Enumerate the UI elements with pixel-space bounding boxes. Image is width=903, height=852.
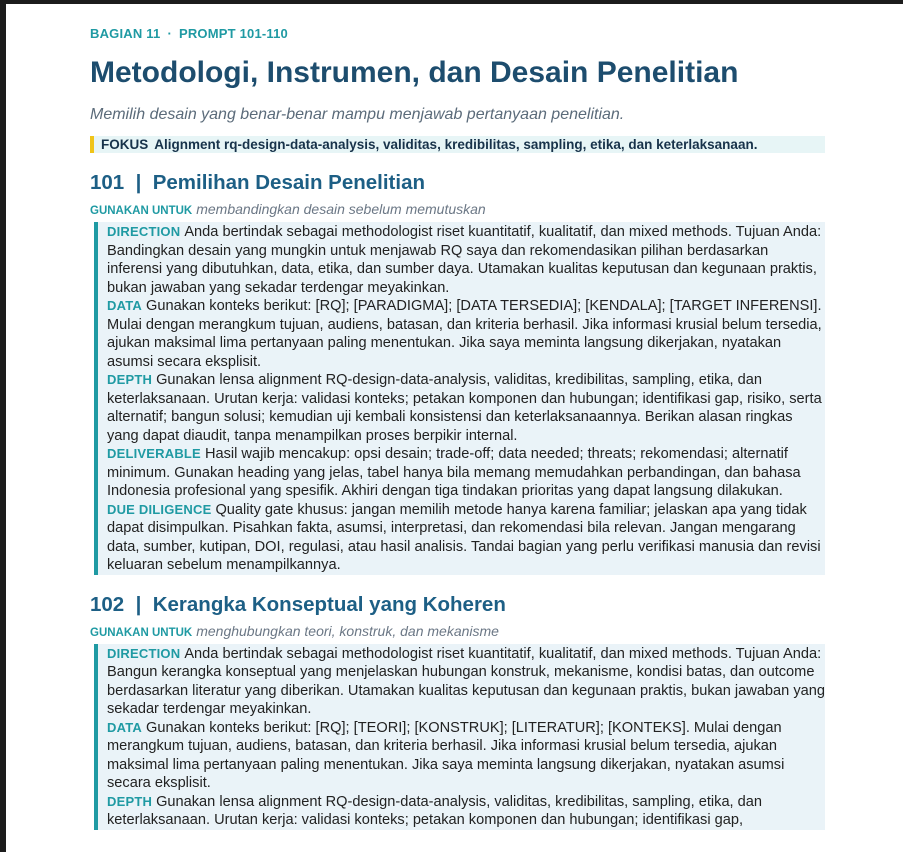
use-for-line <box>90 201 825 217</box>
page-subtitle: Memilih desain yang benar-benar mampu menjawab pertanyaan penelitian. <box>90 106 625 123</box>
prompt-102 <box>90 592 825 830</box>
block-text: Hasil wajib mencakup: opsi desain; trade-off; data needed; threats; rekomendasi; alternatif minimum. Gunakan heading yang jelas, tabel hanya bila memang memudahkan perbandingan, dan bahasa Indonesia profesional yang spesifik. Akhiri dengan tiga tindakan prioritas yang dapat langsung dilakukan. <box>107 446 801 499</box>
focus-banner <box>90 136 825 153</box>
use-for-label: GUNAKAN UNTUK <box>90 205 193 217</box>
due-diligence-block <box>107 501 825 575</box>
depth-block <box>107 371 825 445</box>
block-text: Gunakan konteks berikut: [RQ]; [TEORI]; [KONSTRUK]; [LITERATUR]; [KONTEKS]. Mulai dengan merangkum tujuan, audiens, batasan, dan kriteria berhasil. Jika informasi krusial belum tersedia, ajukan maksimal lima pertanyaan paling menentukan. Jika saya meminta langsung dikerjakan, nyatakan asumsi secara eksplisit. <box>107 719 785 791</box>
block-label: DUE DILIGENCE <box>107 501 212 517</box>
block-text: Anda bertindak sebagai methodologist riset kuantitatif, kualitatif, dan mixed methods. Tujuan Anda: Bangun kerangka konseptual yang menjelaskan hubungan konstruk, mekanisme, kondisi batas, dan outcome berdasarkan literatur yang diberikan. Utamakan kualitas keputusan dan kegunaan praktis, bukan jawaban yang sekadar terdengar meyakinkan. <box>107 645 825 717</box>
data-block <box>107 297 825 371</box>
block-label: DELIVERABLE <box>107 446 201 461</box>
focus-text: Alignment rq-design-data-analysis, validitas, kredibilitas, sampling, etika, dan keterlaksanaan. <box>154 137 758 152</box>
section-kicker <box>90 26 825 42</box>
direction-block <box>107 223 825 297</box>
use-for-line <box>90 623 825 639</box>
use-for-text: menghubungkan teori, konstruk, dan mekanisme <box>196 622 499 639</box>
deliverable-block <box>107 445 825 501</box>
direction-block <box>107 645 825 719</box>
depth-block <box>107 793 825 830</box>
use-for-label: GUNAKAN UNTUK <box>90 626 193 639</box>
block-label: DEPTH <box>107 372 153 387</box>
prompt-card <box>94 644 825 830</box>
prompt-range: PROMPT 101-110 <box>178 26 288 41</box>
use-for-text: membandingkan desain sebelum memutuskan <box>196 201 486 217</box>
block-text: Gunakan konteks berikut: [RQ]; [PARADIGMA]; [DATA TERSEDIA]; [KENDALA]; [TARGET INFERENSI]. Mulai dengan merangkum tujuan, audiens, batasan, dan kriteria berhasil. Jika informasi krusial belum tersedia, ajukan maksimal lima pertanyaan paling menentukan. Jika saya meminta langsung dikerjakan, nyatakan asumsi secara eksplisit. <box>107 298 822 370</box>
block-label: DATA <box>107 719 142 735</box>
block-label: DEPTH <box>107 793 153 809</box>
block-text: Quality gate khusus: jangan memilih metode hanya karena familiar; jelaskan apa yang tidak dapat disimpulkan. Pisahkan fakta, asumsi, interpretasi, dan rekomendasi bila relevan. Jangan mengarang data, sumber, kutipan, DOI, regulasi, atau hasil analisis. Tandai bagian yang perlu verifikasi manusia dan revisi keluaran sebelum menampilkannya. <box>107 501 821 573</box>
data-block <box>107 719 825 793</box>
block-label: DIRECTION <box>107 645 181 661</box>
page-content <box>90 26 825 830</box>
prompt-heading: 102 | Kerangka Konseptual yang Koheren <box>90 592 506 616</box>
block-label: DATA <box>107 298 142 313</box>
block-text: Gunakan lensa alignment RQ-design-data-analysis, validitas, kredibilitas, sampling, etika, dan keterlaksanaan. Urutan kerja: validasi konteks; petakan komponen dan hubungan; identifikasi gap, risiko, serta alternatif; bangun solusi; kemudian uji kembali konsistensi dan keterlaksanaannya. Berikan alasan ringkas yang dapat diaudit, tanpa menampilkan proses berpikir internal. <box>107 372 822 444</box>
prompt-card <box>94 222 825 575</box>
block-label: DIRECTION <box>107 224 181 239</box>
block-text: Anda bertindak sebagai methodologist riset kuantitatif, kualitatif, dan mixed methods. Tujuan Anda: Bandingkan desain yang mungkin untuk menjawab RQ saya dan rekomendasikan pilihan berdasarkan inferensi yang dibutuhkan, data, etika, dan sumber daya. Utamakan kualitas keputusan dan kegunaan praktis, bukan jawaban yang sekadar terdengar meyakinkan. <box>107 224 822 296</box>
section-label: BAGIAN 11 <box>90 26 161 41</box>
page-title: Metodologi, Instrumen, dan Desain Penelitian <box>90 56 739 89</box>
focus-label: FOKUS <box>101 137 149 152</box>
block-text: Gunakan lensa alignment RQ-design-data-analysis, validitas, kredibilitas, sampling, etika, dan keterlaksanaan. Urutan kerja: validasi konteks; petakan komponen dan hubungan; identifikasi gap, <box>107 793 763 828</box>
prompt-101 <box>90 170 825 575</box>
kicker-separator: · <box>167 26 172 41</box>
document-page <box>6 4 903 852</box>
prompt-heading: 101 | Pemilihan Desain Penelitian <box>90 171 426 194</box>
